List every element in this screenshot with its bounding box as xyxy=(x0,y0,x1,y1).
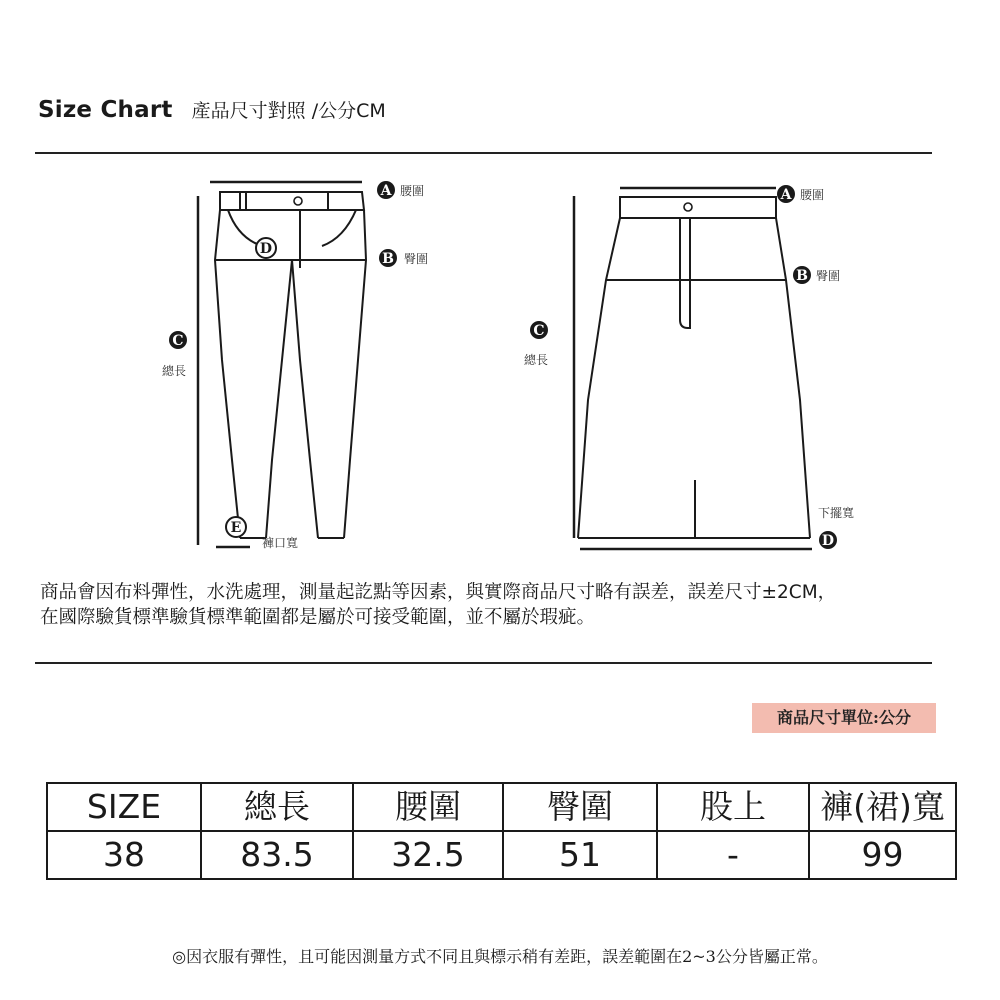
table-cell: 38 xyxy=(47,831,201,879)
skirt-label-length: 總長 xyxy=(524,353,549,367)
table-cell: - xyxy=(657,831,809,879)
footer-note: ◎因衣服有彈性，且可能因測量方式不同且與標示稍有差距，誤差範圍在2~3公分皆屬正常。 xyxy=(172,947,828,966)
svg-text:B: B xyxy=(382,251,394,267)
pants-marker-b xyxy=(379,249,397,267)
table-header-cell: 臀圍 xyxy=(503,783,657,831)
skirt-marker-c xyxy=(530,321,548,339)
notice-line-2: 在國際驗貨標準驗貨標準範圍都是屬於可接受範圍，並不屬於瑕疵。 xyxy=(40,607,596,628)
table-cell: 99 xyxy=(809,831,956,879)
table-cell: 83.5 xyxy=(201,831,353,879)
pants-label-hip: 臀圍 xyxy=(404,252,429,266)
skirt-label-hip: 臀圍 xyxy=(816,269,841,283)
pants-marker-e xyxy=(226,517,246,537)
page-subtitle: 產品尺寸對照 /公分CM xyxy=(191,100,386,122)
table-header-cell: 股上 xyxy=(657,783,809,831)
svg-text:C: C xyxy=(172,333,184,349)
notice-line-1: 商品會因布料彈性，水洗處理，測量起訖點等因素，與實際商品尺寸略有誤差，誤差尺寸±2CM， xyxy=(40,582,837,603)
page-header xyxy=(38,96,386,123)
pants-label-hem: 褲口寬 xyxy=(262,536,299,550)
pants-marker-c xyxy=(169,331,187,349)
pants-marker-a xyxy=(377,181,395,199)
svg-text:D: D xyxy=(259,241,273,257)
measurement-notice xyxy=(40,580,836,630)
divider-top xyxy=(35,152,932,154)
svg-text:C: C xyxy=(533,323,545,339)
unit-badge: 商品尺寸單位:公分 xyxy=(752,703,936,733)
size-table xyxy=(46,782,957,880)
measurement-diagram xyxy=(0,160,1000,580)
page-title: Size Chart xyxy=(38,97,173,123)
skirt-illustration xyxy=(578,197,810,538)
skirt-marker-d xyxy=(819,531,837,549)
pants-illustration xyxy=(215,192,366,538)
skirt-label-hem: 下擺寬 xyxy=(818,506,855,520)
table-header-row xyxy=(47,783,956,831)
pants-label-length: 總長 xyxy=(162,364,187,378)
table-cell: 51 xyxy=(503,831,657,879)
svg-text:E: E xyxy=(230,520,242,536)
skirt-marker-a xyxy=(777,185,795,203)
divider-middle xyxy=(35,662,932,664)
table-row xyxy=(47,831,956,879)
svg-text:B: B xyxy=(796,268,808,284)
skirt-label-waist: 腰圍 xyxy=(800,188,825,202)
svg-text:D: D xyxy=(821,533,835,549)
table-header-cell: 褲(裙)寬 xyxy=(809,783,956,831)
skirt-marker-b xyxy=(793,266,811,284)
table-header-cell: 腰圍 xyxy=(353,783,503,831)
pants-label-waist: 腰圍 xyxy=(400,184,425,198)
pants-marker-d xyxy=(256,238,276,258)
table-header-cell: 總長 xyxy=(201,783,353,831)
table-cell: 32.5 xyxy=(353,831,503,879)
svg-text:A: A xyxy=(780,187,792,203)
skirt-measure-lines xyxy=(574,188,812,549)
svg-text:A: A xyxy=(380,183,392,199)
table-header-cell: SIZE xyxy=(47,783,201,831)
